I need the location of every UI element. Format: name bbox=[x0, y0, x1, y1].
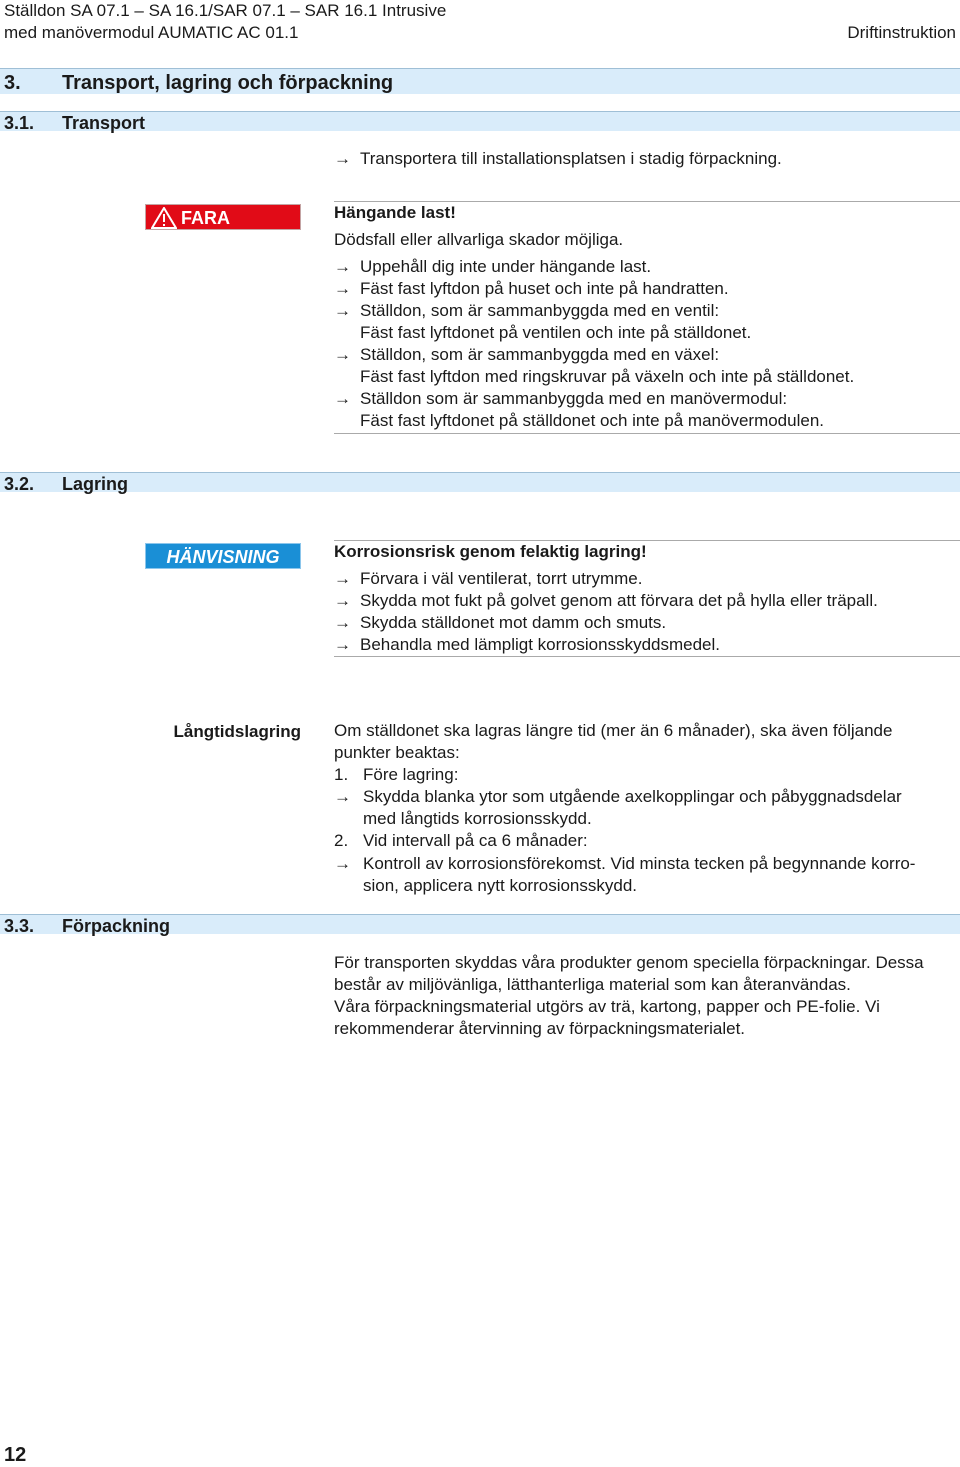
list-item: → Behandla med lämpligt korrosionsskyddsmedel. bbox=[334, 635, 721, 654]
warning-triangle-icon bbox=[151, 207, 177, 229]
section-title: Lagring bbox=[62, 474, 128, 494]
arrow-icon: → bbox=[334, 854, 351, 873]
arrow-icon: → bbox=[334, 591, 351, 610]
long-intro-line1: Om ställdonet ska lagras längre tid (mer än 6 månader), ska även följande bbox=[334, 721, 893, 740]
danger-title: Hängande last! bbox=[334, 203, 456, 222]
notice-title: Korrosionsrisk genom felaktig lagring! bbox=[334, 542, 647, 561]
section-3-3-heading bbox=[0, 914, 960, 934]
header-title-line1: Ställdon SA 07.1 – SA 16.1/SAR 07.1 – SAR 16.1 Intrusive bbox=[4, 1, 447, 20]
transport-step: → Transportera till installationsplatsen i stadig förpackning. bbox=[334, 149, 782, 168]
header-title bbox=[4, 0, 446, 44]
section-title: Transport, lagring och förpackning bbox=[62, 72, 394, 94]
section-number: 3.3. bbox=[4, 916, 35, 936]
arrow-icon: → bbox=[334, 257, 351, 276]
numbered-step: 1. Före lagring: bbox=[334, 765, 459, 784]
arrow-icon: → bbox=[334, 389, 351, 408]
arrow-icon: → bbox=[334, 301, 351, 320]
list-item-continued: med långtids korrosionsskydd. bbox=[363, 809, 592, 828]
section-title: Förpackning bbox=[62, 916, 171, 936]
section-3-heading bbox=[0, 68, 960, 94]
header-title-line2: med manövermodul AUMATIC AC 01.1 bbox=[4, 23, 299, 42]
list-item: → Ställdon, som är sammanbyggda med en växel: bbox=[334, 345, 720, 364]
list-item: → Skydda ställdonet mot damm och smuts. bbox=[334, 613, 667, 632]
list-item: → Ställdon, som är sammanbyggda med en ventil: bbox=[334, 301, 720, 320]
header-doc-type: Driftinstruktion bbox=[847, 23, 956, 42]
packaging-text-line: rekommenderar återvinning av förpackningsmaterialet. bbox=[334, 1019, 746, 1038]
danger-label: FARA bbox=[181, 208, 230, 228]
list-item-continued: Fäst fast lyftdon med ringskruvar på växeln och inte på ställdonet. bbox=[360, 367, 855, 386]
arrow-icon: → bbox=[334, 149, 351, 168]
arrow-icon: → bbox=[334, 345, 351, 364]
arrow-icon: → bbox=[334, 569, 351, 588]
long-term-storage-label: Långtidslagring bbox=[173, 722, 301, 741]
long-intro-line2: punkter beaktas: bbox=[334, 743, 460, 762]
packaging-text-line: består av miljövänliga, lätthanterliga material som kan återanvändas. bbox=[334, 975, 851, 994]
danger-subtitle: Dödsfall eller allvarliga skador möjliga. bbox=[334, 230, 624, 249]
arrow-icon: → bbox=[334, 613, 351, 632]
arrow-icon: → bbox=[334, 787, 351, 806]
section-3-1-heading bbox=[0, 111, 960, 131]
packaging-text-line: Våra förpackningsmaterial utgörs av trä, kartong, papper och PE-folie. Vi bbox=[334, 997, 880, 1016]
page-number: 12 bbox=[4, 1444, 27, 1466]
list-item-continued: Fäst fast lyftdonet på ställdonet och inte på manövermodulen. bbox=[360, 411, 824, 430]
section-title: Transport bbox=[62, 113, 146, 133]
notice-badge: HÄNVISNING bbox=[145, 543, 301, 569]
numbered-step: 2. Vid intervall på ca 6 månader: bbox=[334, 831, 588, 850]
list-item: → Fäst fast lyftdon på huset och inte på handratten. bbox=[334, 279, 729, 298]
arrow-icon: → bbox=[334, 635, 351, 654]
list-item: → Uppehåll dig inte under hängande last. bbox=[334, 257, 652, 276]
packaging-text-line: För transporten skyddas våra produkter genom speciella förpackningar. Dessa bbox=[334, 953, 924, 972]
list-item: → Skydda mot fukt på golvet genom att förvara det på hylla eller träpall. bbox=[334, 591, 878, 610]
danger-badge bbox=[145, 204, 301, 230]
list-item-continued: Fäst fast lyftdonet på ventilen och inte på ställdonet. bbox=[360, 323, 752, 342]
section-number: 3. bbox=[4, 72, 21, 94]
list-item: → Ställdon som är sammanbyggda med en manövermodul: bbox=[334, 389, 788, 408]
list-item: → Förvara i väl ventilerat, torrt utrymme. bbox=[334, 569, 643, 588]
section-3-2-heading bbox=[0, 472, 960, 492]
divider bbox=[334, 433, 960, 434]
list-item: → Skydda blanka ytor som utgående axelkopplingar och påbyggnadsdelar bbox=[334, 787, 902, 806]
list-item: → Kontroll av korrosionsförekomst. Vid minsta tecken på begynnande korro- bbox=[334, 854, 916, 873]
divider bbox=[334, 656, 960, 657]
section-number: 3.1. bbox=[4, 113, 35, 133]
section-number: 3.2. bbox=[4, 474, 35, 494]
list-item-continued: sion, applicera nytt korrosionsskydd. bbox=[363, 876, 638, 895]
arrow-icon: → bbox=[334, 279, 351, 298]
